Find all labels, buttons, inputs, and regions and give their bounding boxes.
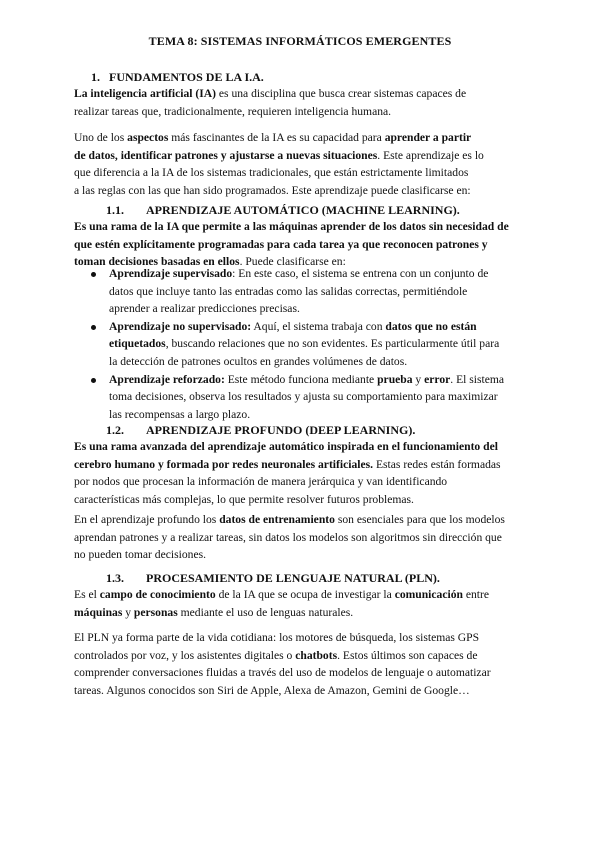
text-line xyxy=(74,85,534,103)
text-run: aprender a realizar predicciones precisas. xyxy=(109,302,300,316)
text-run: entre xyxy=(462,588,490,601)
text-run: es una disciplina que busca crear sistemas capaces de xyxy=(216,87,467,100)
text-run: no pueden tomar decisiones. xyxy=(74,548,207,562)
bold-text: personas xyxy=(133,605,178,619)
text-line xyxy=(74,103,534,121)
text-line xyxy=(109,371,534,389)
text-run: las recompensas a largo plazo. xyxy=(109,407,251,421)
text-run: más fascinantes de la IA es su capacidad para xyxy=(168,131,385,144)
bold-text: etiquetados xyxy=(109,337,166,351)
bold-text: Aprendizaje no supervisado: xyxy=(109,319,252,333)
section-title: FUNDAMENTOS DE LA I.A. xyxy=(109,70,264,84)
bold-text: chatbots xyxy=(295,648,338,662)
section-1-heading xyxy=(91,69,264,87)
paragraph xyxy=(74,586,534,621)
text-line xyxy=(109,388,534,406)
text-run: . El sistema xyxy=(450,372,505,386)
text-run: Estas redes están formadas xyxy=(373,457,501,471)
bold-text: La inteligencia artificial (IA) xyxy=(74,87,216,100)
text-line xyxy=(109,335,534,353)
text-line xyxy=(74,218,534,236)
text-run: aprendan patrones y a realizar tareas, sin datos los modelos son algoritmos sin dirección que xyxy=(74,530,502,544)
text-line xyxy=(74,546,534,564)
text-run: características más complejas, lo que permite resolver futuros problemas. xyxy=(74,492,414,506)
bold-text: prueba xyxy=(377,372,413,386)
paragraph xyxy=(74,438,534,508)
text-line xyxy=(109,318,534,336)
bold-text: Aprendizaje reforzado: xyxy=(109,372,225,386)
text-line xyxy=(74,164,534,182)
bold-text: aspectos xyxy=(127,131,169,144)
paragraph xyxy=(74,218,534,271)
text-run: comprender conversaciones fluidas a través del uso de modelos de lenguaje o automatizar xyxy=(74,666,491,680)
list-item xyxy=(74,265,534,318)
section-number: 1. xyxy=(91,70,100,84)
section-1-1-heading xyxy=(106,202,460,220)
text-run: Aquí, el sistema trabaja con xyxy=(251,319,386,333)
bold-text: Aprendizaje supervisado xyxy=(109,267,233,280)
text-line xyxy=(74,529,534,547)
text-run: mediante el uso de lenguas naturales. xyxy=(177,605,354,619)
bold-text: error xyxy=(424,372,451,386)
section-title: PROCESAMIENTO DE LENGUAJE NATURAL (PLN). xyxy=(146,571,440,585)
bullet-list xyxy=(74,265,534,423)
text-line xyxy=(74,473,534,491)
text-run: tareas. Algunos conocidos son Siri de Apple, Alexa de Amazon, Gemini de Google… xyxy=(74,683,470,697)
text-run: a las reglas con las que han sido programados. Este aprendizaje puede clasificarse en: xyxy=(74,183,471,197)
text-run: En el aprendizaje profundo los xyxy=(74,513,220,526)
text-line xyxy=(74,664,534,682)
section-number: 1.3. xyxy=(106,571,124,585)
text-line xyxy=(109,283,534,301)
text-line xyxy=(109,300,534,318)
text-run: de la IA que se ocupa de investigar la xyxy=(215,588,395,601)
text-line xyxy=(109,406,534,424)
text-run: y xyxy=(122,605,134,619)
bold-text: comunicación xyxy=(394,588,463,601)
list-item xyxy=(74,318,534,371)
bold-text: Es una rama avanzada del aprendizaje automático inspirada en el funcionamiento del xyxy=(74,440,498,453)
section-1-2-heading xyxy=(106,422,415,440)
bold-text: toman decisiones basadas en ellos xyxy=(74,255,240,269)
page-title: TEMA 8: SISTEMAS INFORMÁTICOS EMERGENTES xyxy=(148,34,452,48)
text-line xyxy=(74,456,534,474)
bold-text: Es una rama de la IA que permite a las máquinas aprender de los datos sin necesidad de xyxy=(74,220,509,233)
text-line xyxy=(74,586,534,604)
text-line xyxy=(74,629,534,647)
text-line xyxy=(74,647,534,665)
paragraph xyxy=(74,129,534,199)
paragraph xyxy=(74,85,534,120)
text-line xyxy=(74,604,534,622)
bold-text: aprender a partir xyxy=(384,131,472,144)
text-line xyxy=(74,438,534,456)
text-run: realizar tareas que, tradicionalmente, requieren inteligencia humana. xyxy=(74,104,392,118)
bold-text: de datos, identificar patrones y ajustarse a nuevas situaciones xyxy=(74,148,378,162)
text-line xyxy=(74,236,534,254)
text-run: : En este caso, el sistema se entrena con un conjunto de xyxy=(232,267,489,280)
bold-text: máquinas xyxy=(74,605,123,619)
text-run: datos que incluye tanto las entradas como las salidas correctas, permitiéndole xyxy=(109,284,468,298)
text-run: son esenciales para que los modelos xyxy=(334,513,505,526)
text-run: . Este aprendizaje es lo xyxy=(377,148,484,162)
text-run: y xyxy=(412,372,425,386)
text-line xyxy=(109,265,534,283)
section-number: 1.1. xyxy=(106,203,124,217)
text-run: Este método funciona mediante xyxy=(224,372,378,386)
section-title: APRENDIZAJE AUTOMÁTICO (MACHINE LEARNING). xyxy=(146,203,460,217)
text-run: toma decisiones, observa los resultados y ajusta su comportamiento para maximizar xyxy=(109,390,498,404)
section-1-3-heading xyxy=(106,570,440,588)
paragraph xyxy=(74,511,534,564)
list-item xyxy=(74,371,534,424)
text-line xyxy=(74,147,534,165)
bold-text: que estén explícitamente programadas para cada tarea ya que reconocen patrones y xyxy=(74,237,488,251)
text-run: controlados por voz, y los asistentes digitales o xyxy=(74,648,296,662)
bold-text: datos que no están xyxy=(385,319,477,333)
text-run: Es el xyxy=(74,588,100,601)
bold-text: datos de entrenamiento xyxy=(219,513,335,526)
text-line xyxy=(74,182,534,200)
text-run: por nodos que procesan la información de manera jerárquica y van identificando xyxy=(74,475,448,489)
text-run: Uno de los xyxy=(74,131,128,144)
text-line xyxy=(74,511,534,529)
text-run: . Estos últimos son capaces de xyxy=(337,648,478,662)
section-title: APRENDIZAJE PROFUNDO (DEEP LEARNING). xyxy=(146,423,416,437)
bold-text: campo de conocimiento xyxy=(99,588,216,601)
paragraph xyxy=(74,629,534,699)
section-number: 1.2. xyxy=(106,423,124,437)
text-line xyxy=(74,491,534,509)
text-line xyxy=(74,682,534,700)
text-line xyxy=(74,129,534,147)
text-run: El PLN ya forma parte de la vida cotidiana: los motores de búsqueda, los sistemas GPS xyxy=(74,631,480,644)
text-line xyxy=(109,353,534,371)
text-run: la detección de patrones ocultos en grandes volúmenes de datos. xyxy=(109,354,408,368)
text-run: . Puede clasificarse en: xyxy=(239,255,346,269)
bold-text: cerebro humano y formada por redes neuronales artificiales. xyxy=(74,457,374,471)
text-run: que diferencia a la IA de los sistemas tradicionales, que están estrictamente limitados xyxy=(74,166,469,180)
text-run: , buscando relaciones que no son evidentes. Es particularmente útil para xyxy=(165,337,500,351)
